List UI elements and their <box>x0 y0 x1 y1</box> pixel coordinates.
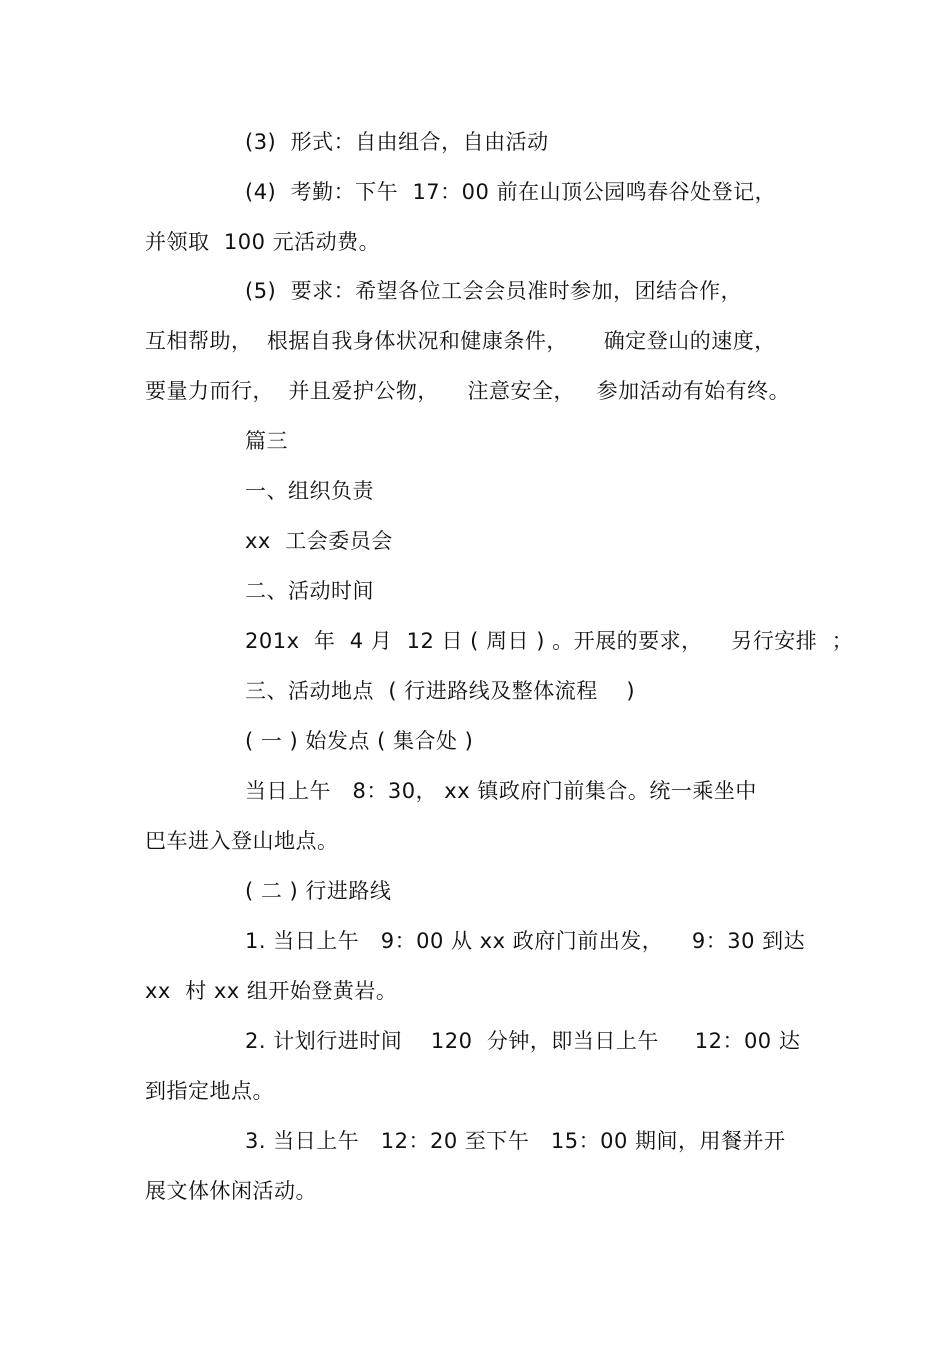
section-heading-part-three: 篇三 <box>245 429 288 453</box>
text-line-route-2-cont: 到指定地点。 <box>145 1079 274 1103</box>
text-line-attendance: (4) 考勤：下午 17：00 前在山顶公园鸣春谷处登记， <box>245 180 777 204</box>
text-line-route-1-cont: xx 村 xx 组开始登黄岩。 <box>145 979 398 1003</box>
subheading-starting-point: ( 一 ) 始发点 ( 集合处 ) <box>245 729 474 753</box>
text-line-activity-time: 201x 年 4 月 12 日 ( 周日 ) 。开展的要求， 另行安排 ； <box>245 629 854 653</box>
text-line-attendance-cont: 并领取 100 元活动费。 <box>145 230 381 254</box>
text-line-organizer: xx 工会委员会 <box>245 529 393 553</box>
text-line-route-2: 2. 计划行进时间 120 分钟，即当日上午 12：00 达 <box>245 1029 801 1053</box>
text-line-starting-point: 当日上午 8：30， xx 镇政府门前集合。统一乘坐中 <box>245 779 757 803</box>
heading-activity-location: 三、活动地点 ( 行进路线及整体流程 ) <box>245 679 636 703</box>
text-line-route-3-cont: 展文体休闲活动。 <box>145 1179 317 1203</box>
heading-activity-time: 二、活动时间 <box>245 579 374 603</box>
text-line-requirements-cont-2: 要量力而行， 并且爱护公物， 注意安全， 参加活动有始有终。 <box>145 379 791 403</box>
text-line-route-3: 3. 当日上午 12：20 至下午 15：00 期间，用餐并开 <box>245 1129 786 1153</box>
subheading-route: ( 二 ) 行进路线 <box>245 879 392 903</box>
heading-organizer: 一、组织负责 <box>245 479 374 503</box>
text-line-requirements-cont-1: 互相帮助， 根据自我身体状况和健康条件， 确定登山的速度， <box>145 329 776 353</box>
text-line-route-1: 1. 当日上午 9：00 从 xx 政府门前出发， 9：30 到达 <box>245 929 806 953</box>
text-line-form: (3) 形式：自由组合，自由活动 <box>245 130 549 154</box>
text-line-starting-point-cont: 巴车进入登山地点。 <box>145 829 339 853</box>
text-line-requirements: (5) 要求：希望各位工会会员准时参加，团结合作， <box>245 279 743 303</box>
